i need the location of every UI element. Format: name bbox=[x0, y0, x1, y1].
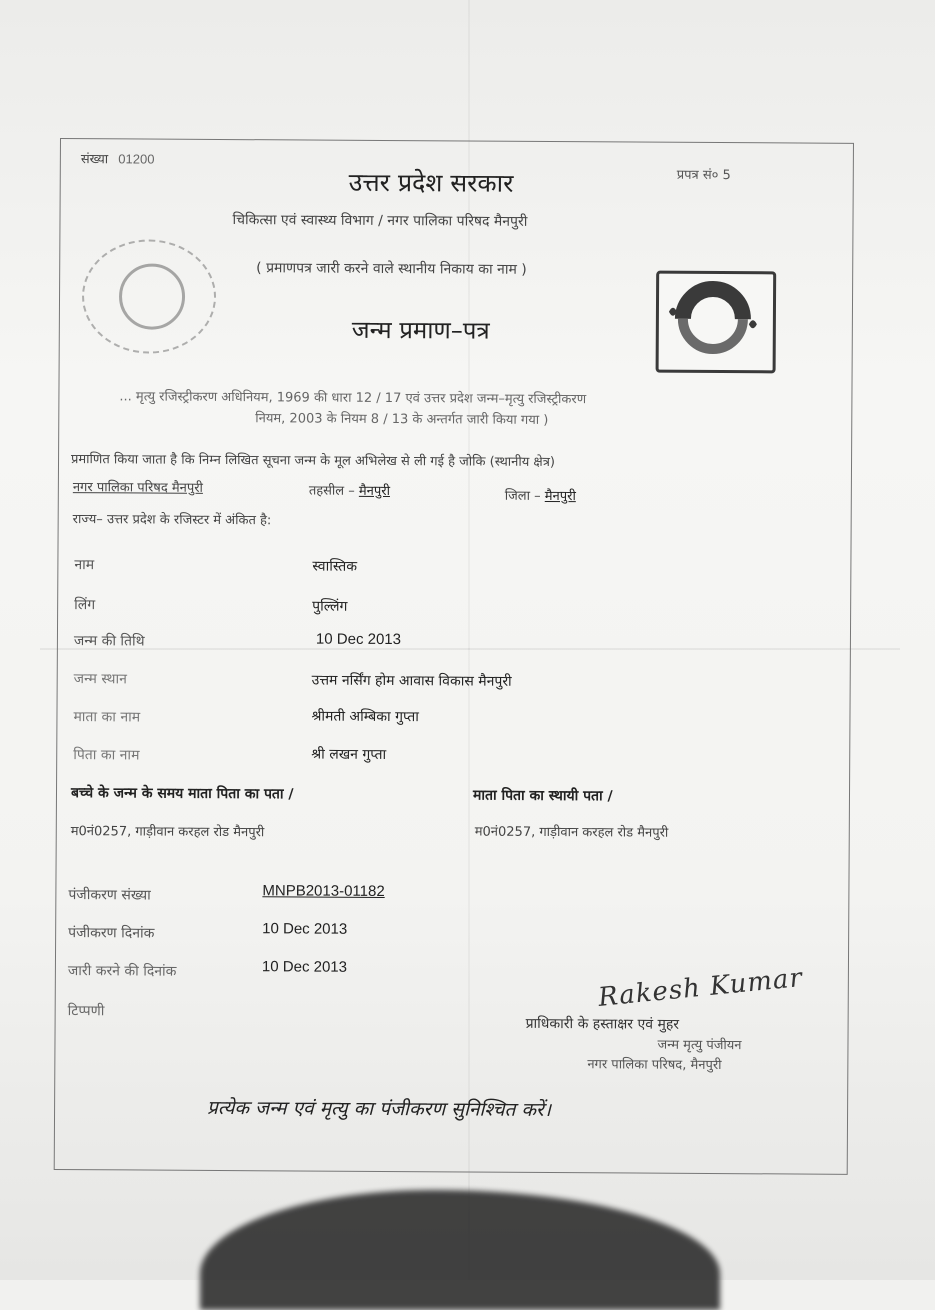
act-reference-line-1: ... मृत्यु रजिस्ट्रीकरण अधिनियम, 1969 की धारा 12 / 17 एवं उत्तर प्रदेश जन्म–मृत्यु रजिस्ट्रीकरण bbox=[119, 389, 587, 408]
district-label: जिला – bbox=[504, 488, 541, 504]
registration-date-label: पंजीकरण दिनांक bbox=[68, 925, 155, 942]
birth-certificate bbox=[54, 138, 854, 1175]
state-statement: राज्य– उत्तर प्रदेश के रजिस्टर में अंकित है: bbox=[72, 512, 272, 529]
gender-label: लिंग bbox=[74, 597, 96, 614]
issue-date-value: 10 Dec 2013 bbox=[261, 958, 348, 976]
issue-date-label: जारी करने की दिनांक bbox=[67, 963, 177, 980]
authority-body: नगर पालिका परिषद, मैनपुरी bbox=[587, 1057, 722, 1074]
local-body: नगर पालिका परिषद मैनपुरी bbox=[72, 480, 203, 496]
serial-number bbox=[81, 149, 155, 167]
logo-icon bbox=[659, 274, 768, 365]
district-value: मैनपुरी bbox=[544, 488, 576, 505]
authority-title: प्राधिकारी के हस्ताक्षर एवं मुहर bbox=[525, 1015, 680, 1033]
permanent-address-value: म0नं0257, गाड़ीवान करहल रोड मैनपुरी bbox=[474, 824, 669, 841]
footer-slogan: प्रत्येक जन्म एवं मृत्यु का पंजीकरण सुनिश्चित करें। bbox=[207, 1096, 552, 1122]
name-value: स्वास्तिक bbox=[312, 558, 358, 575]
certification-statement: प्रमाणित किया जाता है कि निम्न लिखित सूचना जन्म के मूल अभिलेख से ली गई है जोकि (स्थानीय क्षेत्र) bbox=[70, 452, 556, 471]
registration-logo bbox=[656, 271, 777, 374]
gender-value: पुल्लिंग bbox=[312, 598, 348, 615]
registration-date-value: 10 Dec 2013 bbox=[262, 920, 348, 938]
authority-signature: Rakesh Kumar bbox=[596, 962, 805, 1013]
dob-value: 10 Dec 2013 bbox=[315, 630, 402, 649]
mother-name-value: श्रीमती अम्बिका गुप्ता bbox=[311, 708, 419, 726]
father-name-value: श्री लखन गुप्ता bbox=[311, 746, 387, 764]
birth-time-address-value: म0नं0257, गाड़ीवान करहल रोड मैनपुरी bbox=[70, 824, 265, 841]
birthplace-label: जन्म स्थान bbox=[73, 671, 127, 688]
remarks-label: टिप्पणी bbox=[67, 1003, 105, 1020]
department-name: चिकित्सा एवं स्वास्थ्य विभाग / नगर पालिका परिषद मैनपुरी bbox=[232, 212, 528, 230]
tehsil-value: मैनपुरी bbox=[358, 483, 391, 500]
state-emblem bbox=[82, 239, 217, 354]
authority-office: जन्म मृत्यु पंजीयन bbox=[657, 1037, 742, 1054]
tehsil-label: तहसील – bbox=[308, 483, 355, 499]
district-field bbox=[505, 486, 576, 504]
father-name-label: पिता का नाम bbox=[73, 747, 140, 764]
issuer-note: ( प्रमाणपत्र जारी करने वाले स्थानीय निकाय का नाम ) bbox=[256, 260, 527, 278]
act-reference-line-2: नियम, 2003 के नियम 8 / 13 के अन्तर्गत जारी किया गया ) bbox=[255, 411, 549, 428]
birth-time-address-label: बच्चे के जन्म के समय माता पिता का पता / bbox=[70, 785, 294, 803]
registration-number-value: MNPB2013-01182 bbox=[262, 882, 385, 900]
form-number: प्रपत्र सं० 5 bbox=[676, 167, 731, 184]
document-title: जन्म प्रमाण–पत्र bbox=[351, 315, 490, 345]
government-title: उत्तर प्रदेश सरकार bbox=[348, 167, 514, 198]
name-label: नाम bbox=[74, 557, 95, 574]
registration-number-label: पंजीकरण संख्या bbox=[68, 887, 151, 904]
birthplace-value: उत्तम नर्सिंग होम आवास विकास मैनपुरी bbox=[311, 672, 512, 690]
serial-value: 01200 bbox=[118, 151, 155, 167]
emblem-icon bbox=[119, 263, 185, 329]
dob-label: जन्म की तिथि bbox=[73, 633, 145, 650]
permanent-address-label: माता पिता का स्थायी पता / bbox=[472, 787, 613, 805]
mother-name-label: माता का नाम bbox=[73, 709, 141, 726]
tehsil-field bbox=[309, 481, 390, 499]
serial-label: संख्या bbox=[80, 152, 109, 168]
